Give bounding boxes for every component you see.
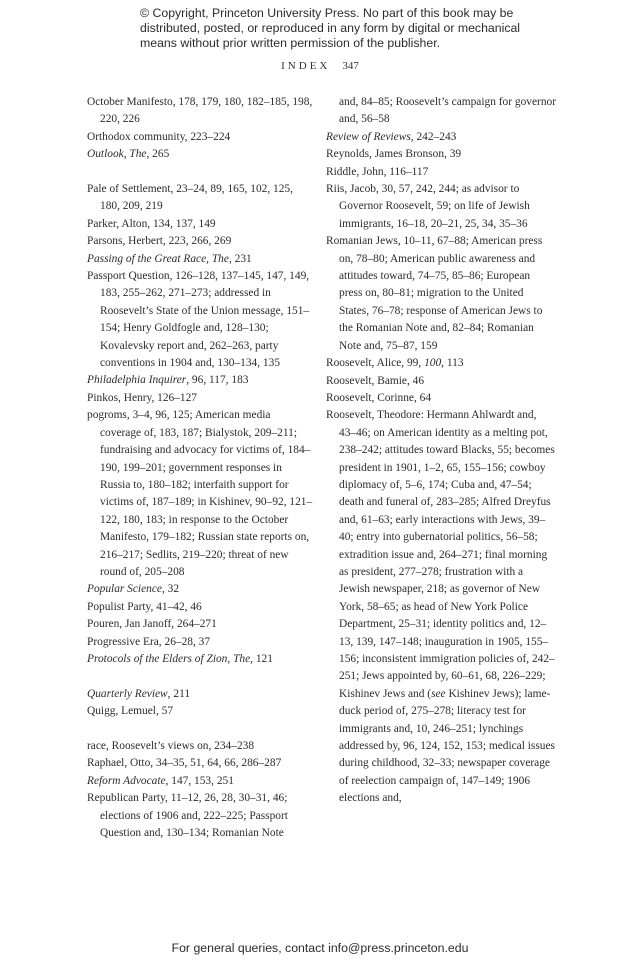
index-column-left: [87, 94, 313, 842]
index-entry: [87, 94, 313, 129]
index-entry-italic-text: Outlook, The: [87, 148, 147, 161]
index-entry-text: , 32: [161, 583, 180, 596]
index-entry: [87, 790, 313, 842]
index-entry-text: Roosevelt, Bamie, 46: [326, 374, 425, 387]
index-section-gap: [87, 668, 313, 685]
index-entry: [87, 738, 313, 755]
index-entry: [87, 755, 313, 772]
index-entry: [87, 581, 313, 598]
index-entry-text: Populist Party, 41–42, 46: [87, 600, 202, 613]
index-entry: [87, 268, 313, 372]
index-section-gap: [87, 721, 313, 738]
page-number: 347: [342, 60, 359, 72]
index-entry: [87, 407, 313, 581]
index-entry-text: Riddle, John, 116–117: [326, 165, 429, 178]
index-entry-italic-text: Passing of the Great Race, The: [87, 252, 229, 265]
index-entry-text: Roosevelt, Theodore: Hermann Ahlwardt and, 43–46; on American identity as a melting pot, 238–242; attitudes toward Blacks, 55; becomes president in 1901, 1–2, 65, 155–156; cowboy diplomacy of, 5–6, 174; Cuba and, 47–54; death and funeral of, 283–285; Alfred Dreyfus and, 61–63; early interactions with Jews, 39–40; entry into gubernatorial politics, 56–58; extradition issue and, 264–271; final morning as president, 277–278; frustration with a Jewish newspaper, 218; as governor of New York, 58–65; as head of New York Police Department, 25–31; identity politics and, 12–13, 139, 147–148; inauguration in 1905, 155–156; inconsistent immigration policies of, 242–251; Jews appointed by, 60–61, 68, 226–229; Kishinev Jews and (: [326, 409, 555, 700]
index-entry-text: Kishinev Jews); lame-duck period of, 275–278; literacy test for immigrants and, 10, 246–251; lynchings addressed by, 96, 124, 152, 153; medical issues during childhood, 32–33; newspaper coverage of reelection campaign of, 147–149; 1906 elections and,: [339, 687, 555, 805]
index-entry-text: Pale of Settlement, 23–24, 89, 165, 102, 125, 180, 209, 219: [87, 183, 293, 213]
index-entry-text: Pinkos, Henry, 126–127: [87, 391, 198, 404]
index-entry: [87, 616, 313, 633]
index-entry-text: Raphael, Otto, 34–35, 51, 64, 66, 286–287: [87, 757, 282, 770]
index-entry-text: , 121: [250, 652, 273, 665]
index-entry-text: Republican Party, 11–12, 26, 28, 30–31, 46; elections of 1906 and, 222–225; Passport Question and, 130–134; Romanian Note: [87, 792, 288, 840]
index-entry-text: , 211: [167, 687, 191, 700]
index-entry-text: Riis, Jacob, 30, 57, 242, 244; as advisor to Governor Roosevelt, 59; on life of Jewish immigrants, 16–18, 20–21, 25, 34, 35–36: [326, 183, 530, 230]
index-entry: [326, 373, 556, 390]
index-entry-italic-text: see: [431, 687, 446, 700]
index-entry-text: Quigg, Lemuel, 57: [87, 705, 174, 718]
index-entry-text: , 147, 153, 251: [165, 774, 234, 787]
index-entry-text: , 242–243: [410, 130, 457, 143]
index-entry: [87, 686, 313, 703]
index-entry: [326, 355, 556, 372]
index-entry-text: pogroms, 3–4, 96, 125; American media coverage of, 183, 187; Bialystok, 209–211; fundraising and advocacy for victims of, 184–190, 199–201; government responses in Russia to, 180–182; interfaith support for victims of, 187–189; in Kishinev, 90–92, 121–122, 180, 183; in response to the October Manifesto, 179–182; Russian state reports on, 216–217; Sedlits, 219–220; threat of new round of, 205–208: [87, 409, 313, 578]
index-section-gap: [87, 164, 313, 181]
footer-contact: For general queries, contact info@press.princeton.edu: [171, 941, 469, 955]
index-entry: [326, 129, 556, 146]
index-entry: [87, 634, 313, 651]
index-entry-text: race, Roosevelt’s views on, 234–238: [87, 739, 255, 752]
index-column-right: [326, 94, 556, 808]
index-entry-italic-text: Review of Reviews: [326, 130, 411, 143]
index-entry: [87, 251, 313, 268]
index-entry: [87, 233, 313, 250]
index-entry-text: Passport Question, 126–128, 137–145, 147, 149, 183, 255–262, 271–273; addressed in Roosevelt’s State of the Union message, 151–154; Henry Goldfogle and, 128–130; Kovalevsky report and, 262–263, party conventions in 1904 and, 130–134, 135: [87, 270, 310, 370]
index-entry-italic-text: Reform Advocate: [87, 774, 166, 787]
index-entry-text: , 231: [228, 252, 252, 265]
index-entry: [326, 407, 556, 807]
index-entry: [87, 146, 313, 163]
index-entry-text: Progressive Era, 26–28, 37: [87, 635, 211, 648]
index-entry-text: Reynolds, James Bronson, 39: [326, 148, 462, 161]
index-entry: [87, 216, 313, 233]
index-entry: [87, 129, 313, 146]
index-entry-text: Romanian Jews, 10–11, 67–88; American press on, 78–80; American public awareness and attitudes toward, 74–75, 85–86; European press on, 80–81; migration to the United States, 76–78; response of American Jews to the Romanian Note and, 82–84; Romanian Note and, 75–87, 159: [326, 235, 543, 352]
index-entry-italic-text: Philadelphia Inquirer: [87, 374, 187, 387]
index-entry-text: Orthodox community, 223–224: [87, 130, 231, 143]
index-entry-continuation: [326, 94, 556, 129]
index-entry: [87, 773, 313, 790]
index-entry-text: Pouren, Jan Janoff, 264–271: [87, 618, 217, 631]
running-head-label: INDEX: [281, 60, 331, 72]
copyright-notice: © Copyright, Princeton University Press. No part of this book may be distributed, posted, or reproduced in any form by digital or mechanical means without prior written permission of the publisher.: [140, 6, 521, 50]
index-entry: [87, 651, 313, 668]
index-entry: [87, 372, 313, 389]
index-entry-text: , 265: [146, 148, 170, 161]
index-entry-italic-text: 100: [424, 357, 442, 370]
index-entry-text: and, 84–85; Roosevelt’s campaign for governor and, 56–58: [339, 96, 557, 126]
index-entry-text: Parker, Alton, 134, 137, 149: [87, 217, 216, 230]
index-entry: [87, 181, 313, 216]
index-entry-italic-text: Quarterly Review: [87, 687, 168, 700]
index-entry-italic-text: Protocols of the Elders of Zion, The: [87, 652, 251, 665]
index-entry: [87, 390, 313, 407]
index-entry-italic-text: Popular Science: [87, 583, 162, 596]
index-entry: [326, 390, 556, 407]
index-entry: [326, 181, 556, 233]
index-entry: [87, 599, 313, 616]
running-head: [0, 60, 640, 72]
index-entry-text: , 96, 117, 183: [186, 374, 249, 387]
index-entry-text: Roosevelt, Alice, 99,: [326, 357, 425, 370]
index-entry: [326, 164, 556, 181]
index-entry-text: October Manifesto, 178, 179, 180, 182–185, 198, 220, 226: [87, 96, 313, 126]
index-entry-text: Parsons, Herbert, 223, 266, 269: [87, 235, 232, 248]
index-entry: [326, 146, 556, 163]
index-entry-text: Roosevelt, Corinne, 64: [326, 391, 432, 404]
index-entry-text: , 113: [441, 357, 464, 370]
index-entry: [87, 703, 313, 720]
index-entry: [326, 233, 556, 355]
